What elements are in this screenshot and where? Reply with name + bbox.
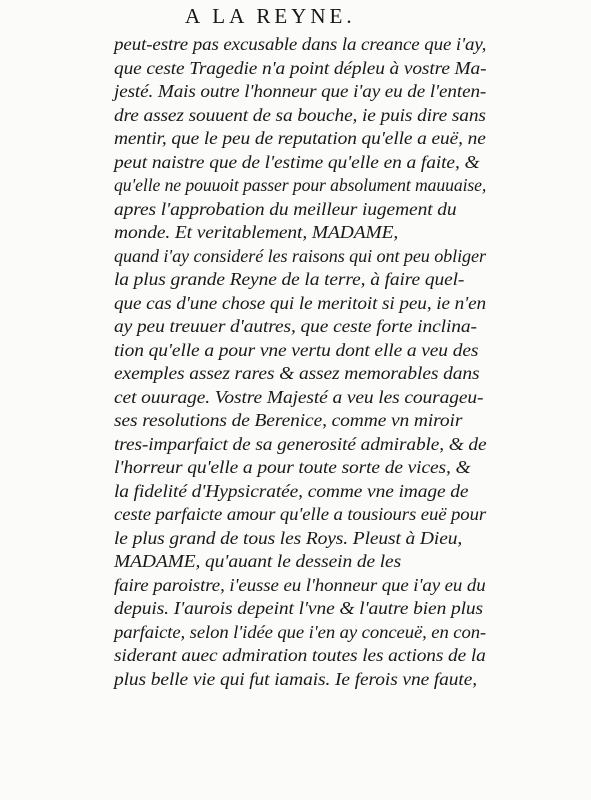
text-line: parfaicte, selon l'idée que i'en ay conceuë, en con- [114,621,487,642]
text-line: quand i'ay consideré les raisons qui ont peu obliger [114,245,486,266]
text-line: ses resolutions de Berenice, comme vn miroir [114,410,463,430]
text-line: que cas d'une chose qui le meritoit si peu, ie n'en [114,292,487,313]
text-line: jesté. Mais outre l'honneur que i'ay eu de l'enten- [114,81,487,101]
text-line: depuis. I'aurois depeint l'vne & l'autre bien plus [114,598,483,618]
running-head: A LA REYNE. [185,4,356,28]
text-line: plus belle vie qui fut iamais. Ie ferois vne faute, [114,668,478,689]
text-line: peut-estre pas excusable dans la creance que i'ay, [114,34,487,54]
text-line: ay peu treuuer d'autres, que ceste forte inclina- [114,316,477,336]
text-line: MADAME, qu'auant le dessein de les [114,551,402,571]
text-line: la plus grande Reyne de la terre, à faire quel- [114,269,465,289]
text-line: monde. Et veritablement, MADAME, [114,222,399,242]
text-line: tion qu'elle a pour vne vertu dont elle a veu des [114,339,479,360]
text-line: exemples assez rares & assez memorables dans [114,363,480,383]
text-line: qu'elle ne pouuoit passer pour absolument mauuaise, [114,175,487,195]
text-line: siderant auec admiration toutes les actions de la [114,645,486,665]
text-line: cet ouurage. Vostre Majesté a veu les courageu- [114,386,484,407]
text-line: l'horreur qu'elle a pour toute sorte de vices, & [114,457,471,477]
text-line: ceste parfaicte amour qu'elle a tousiours euë pour [114,504,487,524]
text-line: dre assez souuent de sa bouche, ie puis dire sans [114,104,486,125]
text-line: tres-imparfaict de sa generosité admirable, & de [114,433,487,454]
text-line: apres l'approbation du meilleur iugement du [114,198,457,219]
text-line: mentir, que le peu de reputation qu'elle a euë, ne [114,128,486,148]
text-line: le plus grand de tous les Roys. Pleust à Dieu, [114,527,463,548]
text-line: peut naistre que de l'estime qu'elle en a faite, & [114,151,480,172]
text-line: la fidelité d'Hypsicratée, comme vne image de [114,480,469,501]
text-line: que ceste Tragedie n'a point dépleu à vostre Ma- [114,57,487,78]
text-line: faire paroistre, i'eusse eu l'honneur que i'ay eu du [114,574,486,595]
